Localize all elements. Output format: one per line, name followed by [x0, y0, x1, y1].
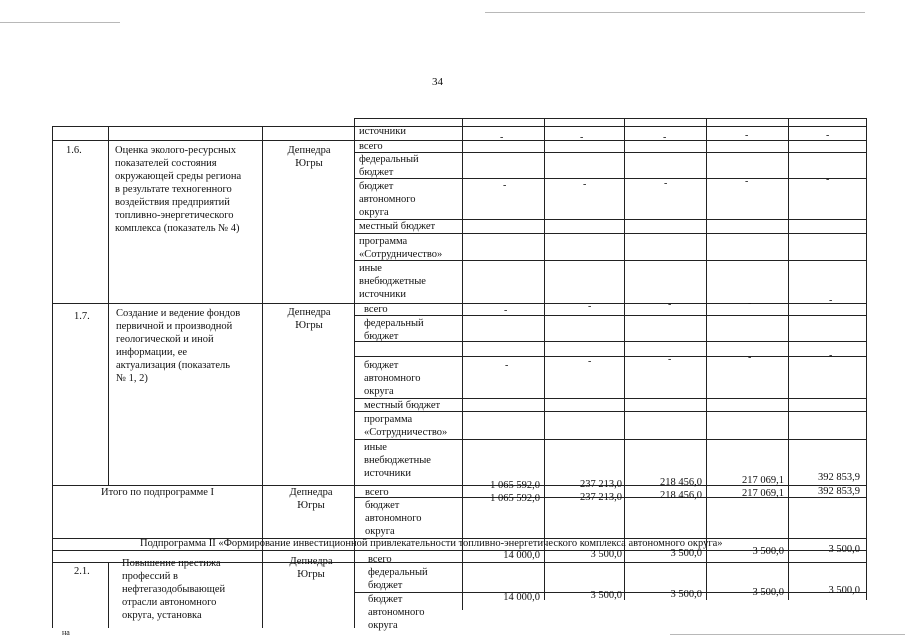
- row-line: [354, 315, 867, 316]
- row-line: [354, 341, 867, 342]
- value: 3 500,0: [670, 589, 702, 600]
- source-label: федеральный бюджет: [359, 154, 419, 178]
- empty-value-dash: -: [504, 305, 508, 316]
- empty-value-dash: -: [748, 298, 752, 309]
- col-line-left: [52, 126, 53, 550]
- empty-value-dash: -: [829, 350, 833, 361]
- value: 3 500,0: [590, 549, 622, 560]
- executor: Депнедра Югры: [289, 487, 333, 511]
- row-line: [354, 152, 867, 153]
- table-border-top: [355, 118, 867, 119]
- col-line-number: [108, 562, 109, 628]
- row-number: 2.1.: [74, 566, 90, 577]
- measure-name: Создание и ведение фондов первичной и производной геологической и иной информации, ее актуализация (показатель № 1, 2): [116, 308, 241, 384]
- scan-artifact-line: [485, 12, 865, 13]
- total-value: 218 456,0: [660, 477, 702, 488]
- footer-fragment: на: [62, 628, 70, 637]
- total-value: 218 456,0: [660, 490, 702, 501]
- empty-value-dash: -: [663, 132, 667, 143]
- value: 3 500,0: [752, 587, 784, 598]
- total-label: Итого по подпрограмме I: [101, 487, 215, 498]
- measure-name: Повышение престижа профессий в нефтегазодобывающей отрасли автономного округа, установка: [122, 558, 226, 621]
- row-number: 1.7.: [74, 311, 90, 322]
- source-label: бюджет автономного округа: [365, 500, 422, 537]
- col-line-name: [262, 126, 263, 550]
- source-label: местный бюджет: [359, 221, 436, 232]
- scan-artifact-line: [0, 22, 120, 23]
- row-line: [354, 356, 867, 357]
- source-label: местный бюджет: [364, 400, 441, 411]
- total-value: 1 065 592,0: [490, 493, 540, 504]
- total-value: 1 065 592,0: [490, 480, 540, 491]
- source-label: иные внебюджетные источники: [359, 263, 426, 300]
- value: 3 500,0: [828, 544, 860, 555]
- source-label: программа «Сотрудничество»: [364, 414, 448, 438]
- empty-value-dash: -: [580, 132, 584, 143]
- empty-value-dash: -: [748, 352, 752, 363]
- row-number: 1.6.: [66, 145, 82, 156]
- empty-value-dash: -: [588, 301, 592, 312]
- scan-artifact-line: [670, 634, 905, 635]
- value: 3 500,0: [590, 590, 622, 601]
- empty-value-dash: -: [826, 174, 830, 185]
- source-label: всего: [359, 141, 383, 152]
- source-label: всего: [364, 304, 388, 315]
- value: 14 000,0: [503, 550, 540, 561]
- empty-value-dash: -: [588, 356, 592, 367]
- source-label: бюджет автономного округа: [359, 181, 416, 218]
- row-line: [354, 439, 867, 440]
- empty-value-dash: -: [745, 130, 749, 141]
- empty-value-dash: -: [664, 178, 668, 189]
- executor: Депнедра Югры: [289, 556, 333, 580]
- source-label: программа «Сотрудничество»: [359, 236, 443, 260]
- row-line: [52, 303, 867, 304]
- value: 3 500,0: [828, 585, 860, 596]
- source-label: иные внебюджетные источники: [364, 442, 431, 479]
- value: 3 500,0: [752, 546, 784, 557]
- page-number: 34: [432, 76, 443, 88]
- subprogram-title: Подпрограмма II «Формирование инвестиционной привлекательности топливно-энергетического комплекса автономного округа»: [140, 538, 723, 549]
- source-label: бюджет автономного округа: [368, 594, 425, 631]
- source-label: федеральный бюджет: [364, 318, 424, 342]
- empty-value-dash: -: [668, 354, 672, 365]
- empty-value-dash: -: [826, 130, 830, 141]
- empty-value-dash: -: [668, 299, 672, 310]
- total-value: 392 853,9: [818, 472, 860, 483]
- row-line: [354, 178, 867, 179]
- measure-name: Оценка эколого-ресурсных показателей состояния окружающей среды региона в результате техногенного воздействия предприятий топливно-энергетического комплекса (показатель № 4): [115, 145, 242, 234]
- row-line: [354, 233, 867, 234]
- empty-value-dash: -: [500, 132, 504, 143]
- value: 3 500,0: [670, 548, 702, 559]
- empty-value-dash: -: [829, 295, 833, 306]
- total-value: 217 069,1: [742, 488, 784, 499]
- source-label: бюджет автономного округа: [364, 360, 421, 397]
- value: 14 000,0: [503, 592, 540, 603]
- executor: Депнедра Югры: [287, 145, 331, 169]
- empty-value-dash: -: [505, 360, 509, 371]
- table-border-top: [52, 126, 867, 127]
- total-value: 217 069,1: [742, 475, 784, 486]
- col-line-number: [108, 126, 109, 485]
- total-value: 237 213,0: [580, 479, 622, 490]
- empty-value-dash: -: [583, 179, 587, 190]
- source-label: всего: [365, 487, 389, 498]
- source-label: источники: [359, 126, 406, 137]
- total-value: 237 213,0: [580, 492, 622, 503]
- empty-value-dash: -: [503, 180, 507, 191]
- executor: Депнедра Югры: [287, 307, 331, 331]
- source-label: всего: [368, 554, 392, 565]
- total-value: 392 853,9: [818, 486, 860, 497]
- empty-value-dash: -: [745, 176, 749, 187]
- source-label: федеральный бюджет: [368, 567, 428, 591]
